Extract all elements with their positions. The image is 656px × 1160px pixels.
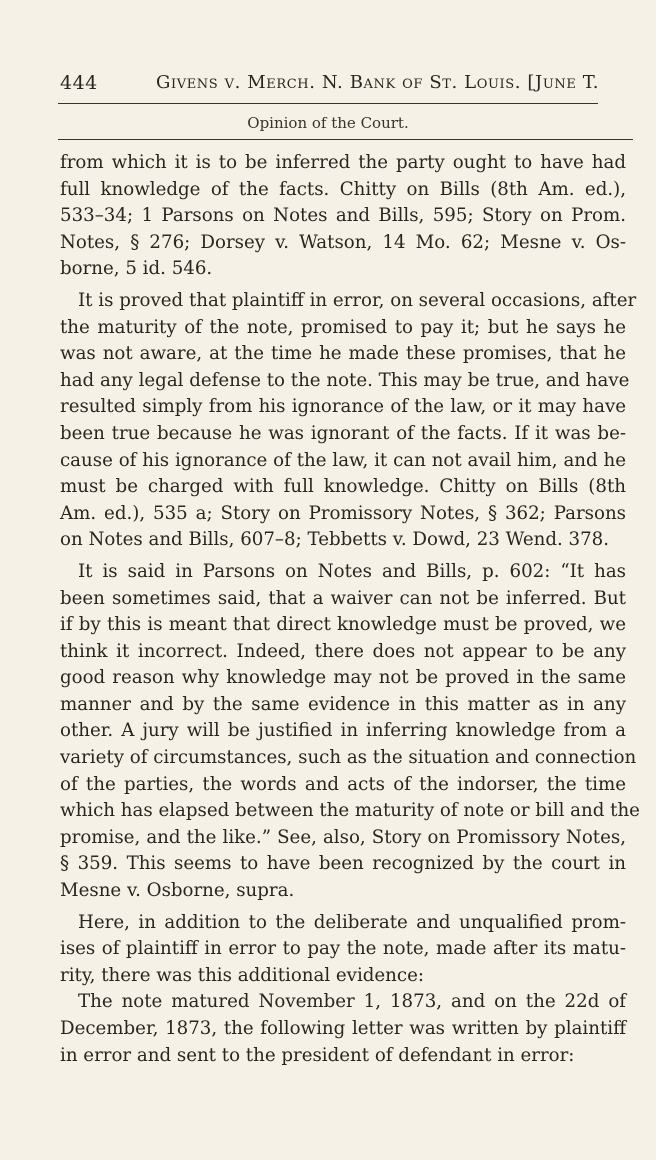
text-line: other. A jury will be justified in inferring knowledge from a: [60, 720, 626, 742]
text-line: the maturity of the note, promised to pay it; but he says he: [60, 316, 626, 338]
page-header: [60, 72, 640, 102]
text-line: rity, there was this additional evidence:: [60, 964, 424, 986]
text-line: good reason why knowledge may not be proved in the same: [60, 667, 626, 689]
text-line: been true because he was ignorant of the facts. If it was be-: [60, 422, 626, 444]
paragraph: [60, 288, 637, 554]
text-line: think it incorrect. Indeed, there does not appear to be any: [60, 640, 626, 662]
text-line: promise, and the like.” See, also, Story on Promissory Notes,: [60, 826, 626, 848]
text-line: § 359. This seems to have been recognized by the court in: [60, 853, 626, 875]
text-line: Am. ed.), 535 a; Story on Promissory Notes, § 362; Parsons: [60, 502, 626, 524]
text-line: on Notes and Bills, 607–8; Tebbetts v. Dowd, 23 Wend. 378.: [60, 529, 610, 551]
text-line: in error and sent to the president of defendant in error:: [60, 1044, 575, 1066]
paragraph: [60, 559, 640, 905]
text-line: been sometimes said, that a waiver can not be inferred. But: [60, 587, 626, 609]
text-line: which has elapsed between the maturity of note or bill and the: [60, 800, 640, 822]
text-line: It is said in Parsons on Notes and Bills, p. 602: “It has: [78, 560, 626, 582]
text-line: variety of circumstances, such as the situation and connection: [60, 747, 637, 769]
body-text: [60, 150, 640, 1069]
text-line: 533–34; 1 Parsons on Notes and Bills, 595; Story on Prom.: [60, 205, 626, 227]
text-line: The note matured November 1, 1873, and on the 22d of: [78, 991, 626, 1013]
paragraph: [60, 150, 626, 283]
text-line: from which it is to be inferred the party ought to have had: [60, 152, 626, 173]
section-label: Opinion of the Court.: [247, 114, 409, 132]
text-line: Mesne v. Osborne, supra.: [60, 880, 295, 902]
text-line: full knowledge of the facts. Chitty on Bills (8th Am. ed.),: [60, 178, 626, 200]
running-title: Givens v. Merch. N. Bank of St. Louis. [June T.: [156, 72, 600, 93]
text-line: was not aware, at the time he made these promises, that he: [60, 343, 626, 365]
text-line: December, 1873, the following letter was written by plaintiff: [60, 1018, 626, 1039]
text-line: Notes, § 276; Dorsey v. Watson, 14 Mo. 62; Mesne v. Os-: [60, 231, 626, 253]
page-number: 444: [60, 72, 98, 94]
text-line: Here, in addition to the deliberate and unqualified prom-: [78, 911, 626, 933]
text-line: had any legal defense to the note. This may be true, and have: [60, 369, 630, 391]
text-line: must be charged with full knowledge. Chitty on Bills (8th: [60, 476, 626, 498]
text-line: cause of his ignorance of the law, it can not avail him, and he: [60, 449, 626, 471]
text-line: if by this is meant that direct knowledge must be proved, we: [60, 614, 626, 636]
text-line: of the parties, the words and acts of the indorser, the time: [60, 773, 626, 795]
header-rule-top: [58, 103, 598, 104]
text-line: borne, 5 id. 546.: [60, 258, 213, 280]
text-line: resulted simply from his ignorance of the law, or it may have: [60, 396, 626, 418]
text-line: manner and by the same evidence in this matter as in any: [60, 693, 626, 715]
paragraph: [60, 989, 626, 1069]
paragraph: [60, 910, 626, 990]
text-line: It is proved that plaintiff in error, on several occasions, after: [78, 289, 637, 311]
text-line: ises of plaintiff in error to pay the note, made after its matu-: [60, 938, 626, 960]
header-rule-bottom: [58, 139, 633, 140]
